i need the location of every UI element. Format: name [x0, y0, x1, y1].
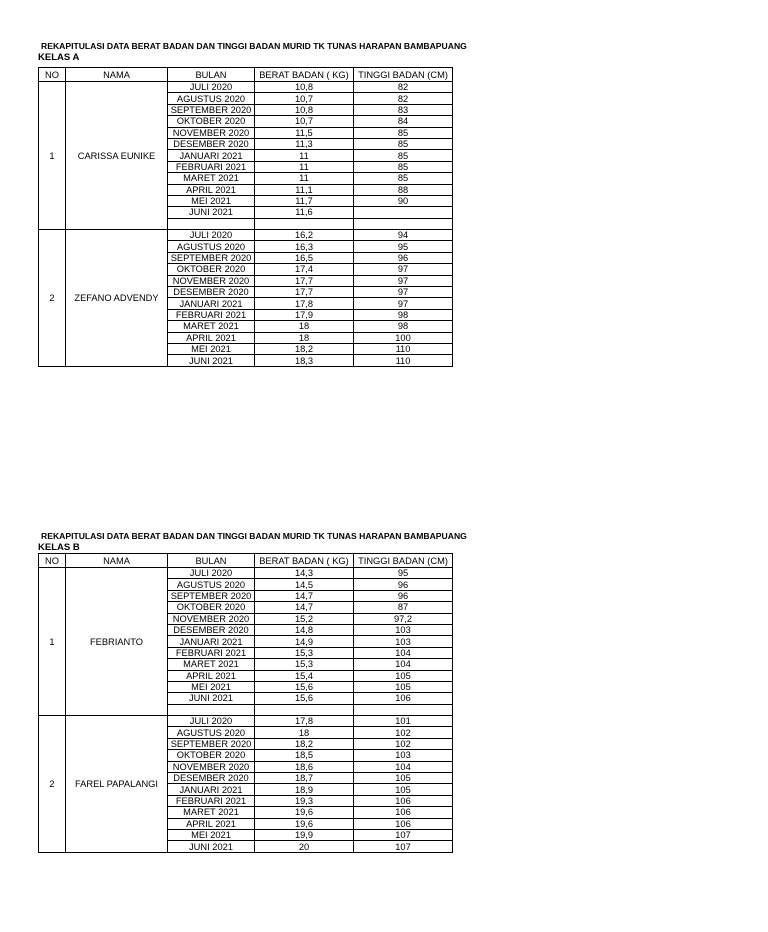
cell-height: 105 — [354, 681, 453, 692]
cell-height — [354, 207, 453, 218]
column-header-weight: BERAT BADAN ( KG) — [255, 68, 354, 82]
cell-month: OKTOBER 2020 — [168, 116, 255, 127]
column-header-height: TINGGI BADAN (CM) — [354, 554, 453, 568]
cell-weight: 16,2 — [255, 230, 354, 241]
cell-height: 104 — [354, 647, 453, 658]
cell-weight: 14,7 — [255, 602, 354, 613]
column-header-name: NAMA — [66, 554, 168, 568]
cell-month: JUNI 2021 — [168, 207, 255, 218]
column-header-month: BULAN — [168, 68, 255, 82]
cell-weight: 18,6 — [255, 761, 354, 772]
cell-weight: 15,3 — [255, 647, 354, 658]
cell-height: 103 — [354, 750, 453, 761]
column-header-name: NAMA — [66, 68, 168, 82]
table-row — [39, 82, 453, 93]
cell-height: 82 — [354, 93, 453, 104]
cell-month: APRIL 2021 — [168, 818, 255, 829]
cell-weight: 19,6 — [255, 818, 354, 829]
cell-height: 96 — [354, 590, 453, 601]
cell-month: FEBRUARI 2021 — [168, 647, 255, 658]
cell-height: 84 — [354, 116, 453, 127]
cell-weight: 14,7 — [255, 590, 354, 601]
cell-weight: 10,8 — [255, 82, 354, 93]
student-number: 1 — [39, 568, 66, 716]
student-name: ZEFANO ADVENDY — [66, 230, 168, 367]
cell-month: NOVEMBER 2020 — [168, 613, 255, 624]
report-title: REKAPITULASI DATA BERAT BADAN DAN TINGGI BADAN MURID TK TUNAS HARAPAN BAMBAPUANG — [41, 531, 467, 541]
column-header-no: NO — [39, 554, 66, 568]
cell-weight: 17,9 — [255, 309, 354, 320]
cell-weight: 11 — [255, 150, 354, 161]
class-label: KELAS A — [38, 52, 80, 63]
cell-month: MARET 2021 — [168, 173, 255, 184]
cell-weight: 19,3 — [255, 795, 354, 806]
cell-height: 102 — [354, 727, 453, 738]
student-name: CARISSA EUNIKE — [66, 82, 168, 230]
cell-month: APRIL 2021 — [168, 670, 255, 681]
cell-height: 94 — [354, 230, 453, 241]
cell-height: 103 — [354, 624, 453, 635]
cell-month: JUNI 2021 — [168, 693, 255, 704]
cell-month: MEI 2021 — [168, 829, 255, 840]
cell-weight: 10,7 — [255, 116, 354, 127]
empty-cell — [354, 218, 453, 229]
cell-month: MARET 2021 — [168, 321, 255, 332]
cell-month: DESEMBER 2020 — [168, 624, 255, 635]
cell-height: 105 — [354, 784, 453, 795]
cell-weight: 15,6 — [255, 681, 354, 692]
cell-weight: 18,2 — [255, 738, 354, 749]
cell-month: AGUSTUS 2020 — [168, 241, 255, 252]
cell-month: DESEMBER 2020 — [168, 287, 255, 298]
cell-month: JULI 2020 — [168, 230, 255, 241]
column-header-height: TINGGI BADAN (CM) — [354, 68, 453, 82]
header-row — [39, 68, 453, 82]
cell-weight: 17,7 — [255, 287, 354, 298]
cell-weight: 16,5 — [255, 252, 354, 263]
cell-weight: 19,9 — [255, 829, 354, 840]
cell-height: 106 — [354, 818, 453, 829]
cell-height: 90 — [354, 195, 453, 206]
cell-weight: 18 — [255, 332, 354, 343]
cell-height: 106 — [354, 795, 453, 806]
cell-month: DESEMBER 2020 — [168, 138, 255, 149]
cell-weight: 14,9 — [255, 636, 354, 647]
cell-height: 98 — [354, 321, 453, 332]
cell-weight: 14,8 — [255, 624, 354, 635]
cell-month: DESEMBER 2020 — [168, 773, 255, 784]
cell-month: NOVEMBER 2020 — [168, 127, 255, 138]
cell-month: FEBRUARI 2021 — [168, 309, 255, 320]
cell-weight: 17,8 — [255, 716, 354, 727]
cell-month: MEI 2021 — [168, 681, 255, 692]
cell-month: AGUSTUS 2020 — [168, 579, 255, 590]
cell-month: OKTOBER 2020 — [168, 264, 255, 275]
cell-month: AGUSTUS 2020 — [168, 727, 255, 738]
table-row — [39, 230, 453, 241]
cell-weight: 15,4 — [255, 670, 354, 681]
cell-weight: 15,3 — [255, 659, 354, 670]
cell-height: 107 — [354, 829, 453, 840]
cell-month: MEI 2021 — [168, 343, 255, 354]
cell-month: JANUARI 2021 — [168, 784, 255, 795]
cell-weight: 17,4 — [255, 264, 354, 275]
cell-month: SEPTEMBER 2020 — [168, 590, 255, 601]
student-number: 1 — [39, 82, 66, 230]
cell-month: JUNI 2021 — [168, 841, 255, 852]
student-name: FEBRIANTO — [66, 568, 168, 716]
cell-height: 85 — [354, 150, 453, 161]
cell-month: SEPTEMBER 2020 — [168, 104, 255, 115]
cell-weight: 20 — [255, 841, 354, 852]
cell-height: 98 — [354, 309, 453, 320]
column-header-month: BULAN — [168, 554, 255, 568]
cell-height: 97 — [354, 264, 453, 275]
cell-weight: 15,2 — [255, 613, 354, 624]
empty-cell — [354, 704, 453, 715]
cell-height: 110 — [354, 355, 453, 366]
student-number: 2 — [39, 230, 66, 367]
cell-month: APRIL 2021 — [168, 184, 255, 195]
cell-weight: 11,1 — [255, 184, 354, 195]
cell-month: SEPTEMBER 2020 — [168, 738, 255, 749]
cell-weight: 17,7 — [255, 275, 354, 286]
cell-weight: 16,3 — [255, 241, 354, 252]
cell-month: FEBRUARI 2021 — [168, 795, 255, 806]
cell-height: 95 — [354, 568, 453, 579]
cell-weight: 11,7 — [255, 195, 354, 206]
cell-height: 105 — [354, 773, 453, 784]
cell-height: 85 — [354, 161, 453, 172]
cell-height: 96 — [354, 252, 453, 263]
cell-height: 107 — [354, 841, 453, 852]
cell-weight: 11 — [255, 161, 354, 172]
student-name: FAREL PAPALANGI — [66, 716, 168, 853]
cell-month: JANUARI 2021 — [168, 150, 255, 161]
cell-height: 103 — [354, 636, 453, 647]
data-table — [38, 553, 453, 853]
cell-height: 83 — [354, 104, 453, 115]
table-row — [39, 716, 453, 727]
cell-weight: 11,3 — [255, 138, 354, 149]
cell-month: OKTOBER 2020 — [168, 602, 255, 613]
cell-height: 106 — [354, 807, 453, 818]
cell-month: JANUARI 2021 — [168, 298, 255, 309]
cell-height: 110 — [354, 343, 453, 354]
cell-month: NOVEMBER 2020 — [168, 275, 255, 286]
cell-height: 101 — [354, 716, 453, 727]
cell-month: NOVEMBER 2020 — [168, 761, 255, 772]
cell-weight: 10,8 — [255, 104, 354, 115]
cell-weight: 18,2 — [255, 343, 354, 354]
cell-month: AGUSTUS 2020 — [168, 93, 255, 104]
cell-height: 85 — [354, 138, 453, 149]
cell-month: OKTOBER 2020 — [168, 750, 255, 761]
cell-height: 85 — [354, 127, 453, 138]
cell-height: 105 — [354, 670, 453, 681]
empty-cell — [255, 218, 354, 229]
cell-weight: 18 — [255, 321, 354, 332]
empty-cell — [168, 704, 255, 715]
cell-height: 85 — [354, 173, 453, 184]
cell-height: 95 — [354, 241, 453, 252]
data-table — [38, 67, 453, 367]
cell-month: JULI 2020 — [168, 568, 255, 579]
header-row — [39, 554, 453, 568]
cell-weight: 19,6 — [255, 807, 354, 818]
cell-month: JANUARI 2021 — [168, 636, 255, 647]
cell-month: SEPTEMBER 2020 — [168, 252, 255, 263]
cell-weight: 18,7 — [255, 773, 354, 784]
cell-month: JULI 2020 — [168, 716, 255, 727]
cell-height: 87 — [354, 602, 453, 613]
cell-height: 104 — [354, 659, 453, 670]
cell-height: 104 — [354, 761, 453, 772]
cell-weight: 15,6 — [255, 693, 354, 704]
cell-weight: 14,5 — [255, 579, 354, 590]
cell-height: 97 — [354, 275, 453, 286]
cell-weight: 11,6 — [255, 207, 354, 218]
cell-height: 100 — [354, 332, 453, 343]
cell-month: FEBRUARI 2021 — [168, 161, 255, 172]
cell-height: 102 — [354, 738, 453, 749]
cell-month: APRIL 2021 — [168, 332, 255, 343]
cell-weight: 11 — [255, 173, 354, 184]
cell-height: 88 — [354, 184, 453, 195]
cell-weight: 17,8 — [255, 298, 354, 309]
cell-weight: 10,7 — [255, 93, 354, 104]
report-title: REKAPITULASI DATA BERAT BADAN DAN TINGGI BADAN MURID TK TUNAS HARAPAN BAMBAPUANG — [41, 41, 467, 51]
empty-cell — [168, 218, 255, 229]
cell-month: MARET 2021 — [168, 807, 255, 818]
column-header-no: NO — [39, 68, 66, 82]
cell-month: JUNI 2021 — [168, 355, 255, 366]
column-header-weight: BERAT BADAN ( KG) — [255, 554, 354, 568]
cell-weight: 11,5 — [255, 127, 354, 138]
cell-height: 106 — [354, 693, 453, 704]
cell-height: 97 — [354, 287, 453, 298]
cell-month: MEI 2021 — [168, 195, 255, 206]
table-row — [39, 568, 453, 579]
cell-weight: 18,5 — [255, 750, 354, 761]
cell-height: 96 — [354, 579, 453, 590]
student-number: 2 — [39, 716, 66, 853]
cell-weight: 18,9 — [255, 784, 354, 795]
cell-weight: 18,3 — [255, 355, 354, 366]
cell-height: 97,2 — [354, 613, 453, 624]
cell-month: MARET 2021 — [168, 659, 255, 670]
cell-height: 97 — [354, 298, 453, 309]
cell-month: JULI 2020 — [168, 82, 255, 93]
cell-weight: 14,3 — [255, 568, 354, 579]
cell-height: 82 — [354, 82, 453, 93]
cell-weight: 18 — [255, 727, 354, 738]
empty-cell — [255, 704, 354, 715]
class-label: KELAS B — [38, 542, 80, 553]
